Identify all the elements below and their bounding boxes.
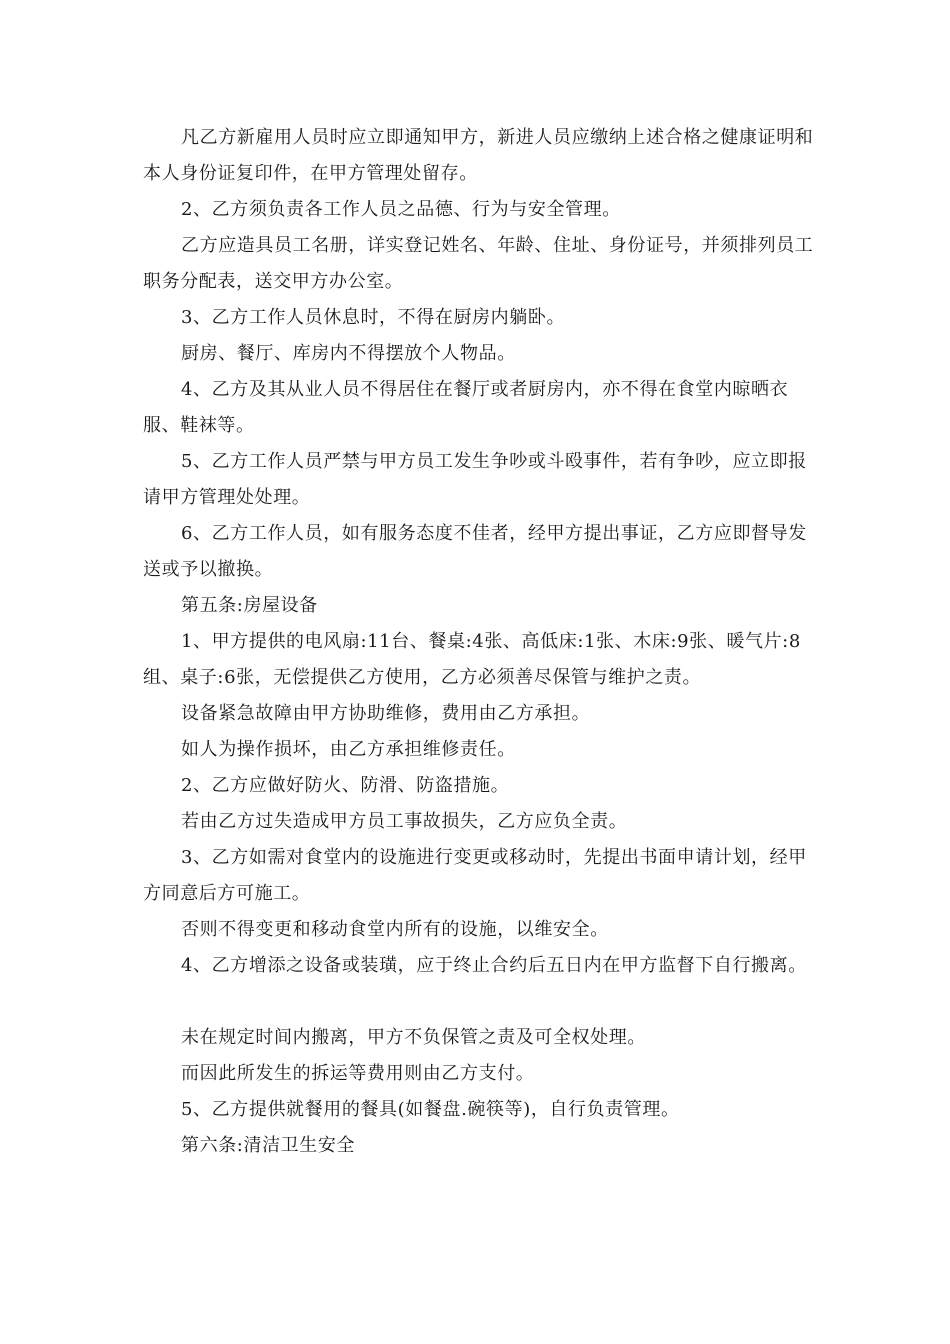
paragraph: 否则不得变更和移动食堂内所有的设施，以维安全。 (181, 919, 609, 940)
section-heading: 第五条:房屋设备 (181, 595, 318, 616)
paragraph: 3、乙方如需对食堂内的设施进行变更或移动时，先提出书面申请计划，经甲方同意后方可施工。 (143, 847, 807, 904)
paragraph: 乙方应造具员工名册，详实登记姓名、年龄、住址、身份证号，并须排列员工职务分配表，送交甲方办公室。 (143, 235, 814, 292)
paragraph: 未在规定时间内搬离，甲方不负保管之责及可全权处理。 (181, 1027, 646, 1048)
paragraph: 如人为操作损坏，由乙方承担维修责任。 (181, 739, 516, 760)
paragraph: 3、乙方工作人员休息时，不得在厨房内躺卧。 (181, 307, 566, 328)
section-heading: 第六条:清洁卫生安全 (181, 1135, 356, 1156)
paragraph: 6、乙方工作人员，如有服务态度不佳者，经甲方提出事证，乙方应即督导发送或予以撤换。 (143, 523, 807, 580)
paragraph: 2、乙方须负责各工作人员之品德、行为与安全管理。 (181, 199, 621, 220)
paragraph: 而因此所发生的拆运等费用则由乙方支付。 (181, 1063, 535, 1084)
document-body (143, 120, 823, 1164)
paragraph: 若由乙方过失造成甲方员工事故损失，乙方应负全责。 (181, 811, 628, 832)
paragraph: 1、甲方提供的电风扇:11台、餐桌:4张、高低床:1张、木床:9张、暖气片:8组、桌子:6张，无偿提供乙方使用，乙方必须善尽保管与维护之责。 (143, 631, 801, 688)
paragraph: 4、乙方增添之设备或装璜，应于终止合约后五日内在甲方监督下自行搬离。 (181, 955, 807, 976)
paragraph: 设备紧急故障由甲方协助维修，费用由乙方承担。 (181, 703, 591, 724)
paragraph: 凡乙方新雇用人员时应立即通知甲方，新进人员应缴纳上述合格之健康证明和本人身份证复印件，在甲方管理处留存。 (143, 127, 814, 184)
paragraph: 4、乙方及其从业人员不得居住在餐厅或者厨房内，亦不得在食堂内晾晒衣服、鞋袜等。 (143, 379, 789, 436)
paragraph: 5、乙方提供就餐用的餐具(如餐盘.碗筷等)，自行负责管理。 (181, 1099, 680, 1120)
paragraph: 5、乙方工作人员严禁与甲方员工发生争吵或斗殴事件，若有争吵，应立即报请甲方管理处处理。 (143, 451, 807, 508)
paragraph: 2、乙方应做好防火、防滑、防盗措施。 (181, 775, 510, 796)
paragraph: 厨房、餐厅、库房内不得摆放个人物品。 (181, 343, 516, 364)
paragraph-spacer (143, 984, 823, 1020)
